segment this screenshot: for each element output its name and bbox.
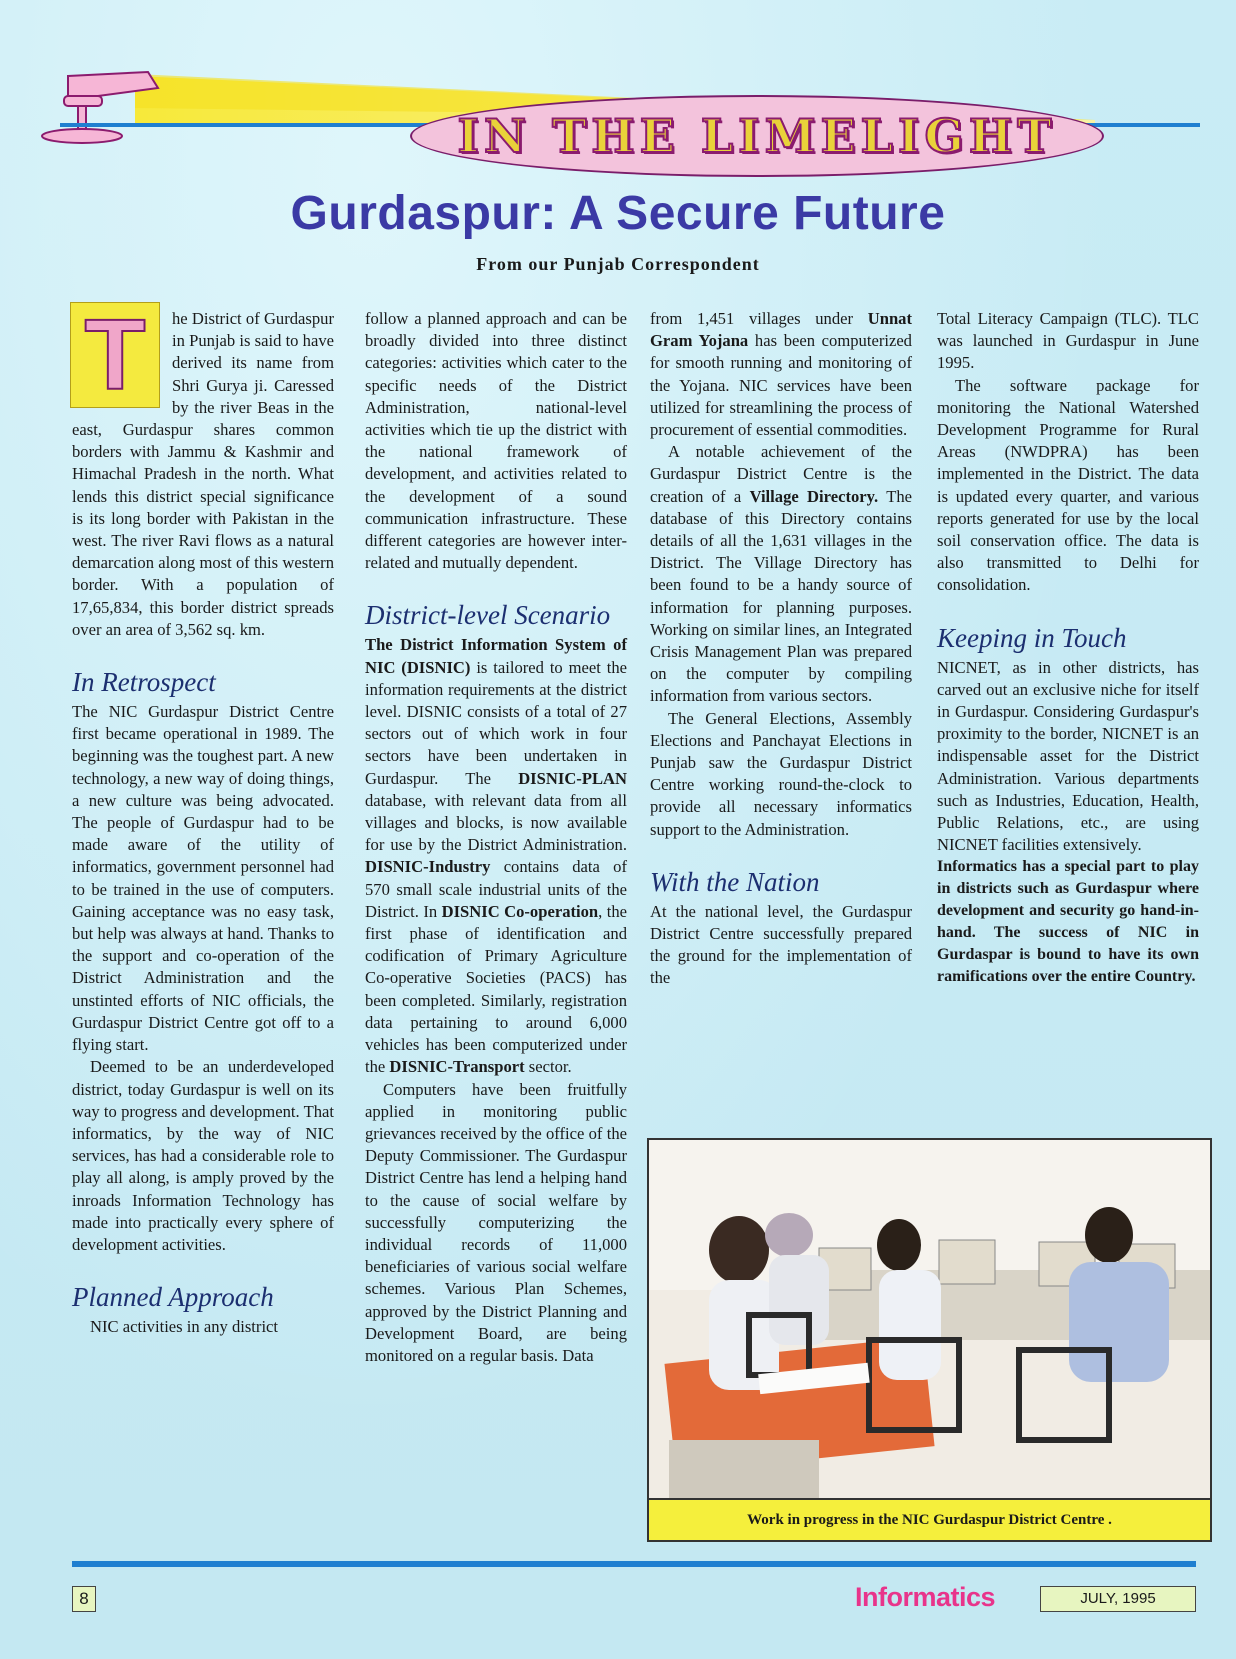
heading-district-level-scenario: District-level Scenario (365, 600, 611, 631)
paragraph: NICNET, as in other districts, has carved out an exclusive niche for itself in Gurdaspur. Considering Gurdaspur's proximity to the border, NICNET is an indispensable asset for the District Administration. Various departments such as Industries, Education, Health, Public Relations, etc., are using NICNET facilities extensively. (937, 657, 1199, 855)
paragraph: The General Elections, Assembly Elections and Panchayat Elections in Punjab saw the Gurdaspur District Centre working round-the-clock to provide all necessary informatics support to the Administration. (650, 708, 912, 839)
footer-rule (72, 1561, 1196, 1567)
heading-in-retrospect: In Retrospect (72, 667, 216, 698)
page-number: 8 (72, 1586, 96, 1612)
intro-paragraph: he District of Gurdaspur in Punjab is said to have derived its name from Shri Gurya ji. Caressed by the river Beas in the east, Gurdaspur shares common borders with Jammu & Kashmir and Himachal Pradesh in the north. What lends this district special significance is its long border with Pakistan in the west. The river Ravi flows as a natural demarcation along most of this western border. With a population of 17,65,834, this border district spreads over an area of 3,562 sq. km. (72, 309, 334, 639)
paragraph: follow a planned approach and can be broadly divided into three distinct categories: activities which cater to the specific needs of the District Administration, national-level activities which tie up the district with the national framework of development, and activities related to the development of a sound communication infrastructure. These different categories are however inter-related and mutually dependent. (365, 309, 627, 573)
text-column-4 (937, 308, 1199, 988)
paragraph: Deemed to be an underdeveloped district, today Gurdaspur is well on its way to progress and development. That informatics, by the way of NIC services, has had a considerable role to play all along, is amply proved by the inroads Information Technology has made into practically every sphere of development activities. (72, 1057, 334, 1254)
paragraph: from 1,451 villages under Unnat Gram Yojana has been computerized for smooth running and monitoring of the Yojana. NIC services have been utilized for streamlining the process of procurement of essential commodities. (650, 309, 912, 440)
computer-room-photo-illustration (649, 1140, 1210, 1498)
text-column-1 (72, 299, 334, 1338)
article-byline: From our Punjab Correspondent (476, 254, 760, 274)
paragraph: Total Literacy Campaign (TLC). TLC was launched in Gurdaspur in June 1995. (937, 309, 1199, 373)
photo-caption: Work in progress in the NIC Gurdaspur District Centre . (649, 1498, 1210, 1540)
paragraph: The software package for monitoring the National Watershed Development Programme for Rural Areas (NWDPRA) has been implemented in the District. The data is updated every quarter, and various reports generated for use by the local soil conservation office. The data is also transmitted to Delhi for consolidation. (937, 375, 1199, 595)
paragraph: The NIC Gurdaspur District Centre first became operational in 1989. The beginning was the toughest part. A new technology, a new way of doing things, a new culture was being advocated. The people of Gurdaspur had to be made aware of the utility of informatics, government personnel had to be trained in the use of computers. Gaining acceptance was no easy task, but help was always at hand. Thanks to the support and co-operation of the District Administration and the unstinted efforts of NIC officials, the Gurdaspur District Centre got off to a flying start. (72, 702, 334, 1055)
banner-label: IN THE LIMELIGHT (457, 109, 1057, 163)
paragraph-disnic: The District Information System of NIC (DISNIC) is tailored to meet the information requirements at the district level. DISNIC consists of a total of 27 sectors out of which work in four sectors have been undertaken in Gurdaspur. The DISNIC-PLAN database, with relevant data from all villages and blocks, is now available for use by the District Administration. DISNIC-Industry contains data of 570 small scale industrial units of the District. In DISNIC Co-operation, the first phase of identification and codification of Primary Agriculture Co-operative Societies (PACS) has been completed. Similarly, registration data pertaining to around 6,000 vehicles has been computerized under the DISNIC-Transport sector. (365, 635, 628, 1077)
drop-cap: T (70, 302, 160, 408)
article-title: Gurdaspur: A Secure Future (290, 187, 946, 240)
heading-with-the-nation: With the Nation (650, 866, 820, 897)
heading-planned-approach: Planned Approach (72, 1282, 274, 1313)
paragraph: At the national level, the Gurdaspur District Centre successfully prepared the ground for the implementation of the (650, 901, 912, 988)
article-photo (647, 1138, 1212, 1542)
closing-statement: Informatics has a special part to play in districts such as Gurdaspur where development and security go hand-in-hand. The success of NIC in Gurdaspar is bound to have its own ramifications over the entire Country. (937, 858, 1199, 986)
heading-keeping-in-touch: Keeping in Touch (937, 622, 1127, 653)
paragraph: A notable achievement of the Gurdaspur District Centre is the creation of a Village Directory. The database of this Directory contains details of all the 1,631 villages in the District. The Village Directory has been found to be a handy source of information for planning purposes. Working on similar lines, an Integrated Crisis Management Plan was prepared on the computer by compiling information from various sectors. (650, 442, 912, 706)
limelight-banner (410, 95, 1104, 177)
text-column-3 (650, 308, 912, 990)
paragraph: Computers have been fruitfully applied in monitoring public grievances received by the office of the Deputy Commissioner. The Gurdaspur District Centre has lend a helping hand to the cause of social welfare by successfully computerizing the individual records of 11,000 beneficiaries of various social welfare schemes. Various Plan Schemes, approved by the District Planning and Development Board, are being monitored on a regular basis. Data (365, 1079, 627, 1365)
spotlight-lamp-icon (38, 70, 178, 150)
paragraph: NIC activities in any district (90, 1317, 279, 1337)
magazine-logo: Informatics (855, 1582, 996, 1612)
text-column-2 (365, 308, 627, 1367)
issue-date: JULY, 1995 (1040, 1586, 1196, 1612)
